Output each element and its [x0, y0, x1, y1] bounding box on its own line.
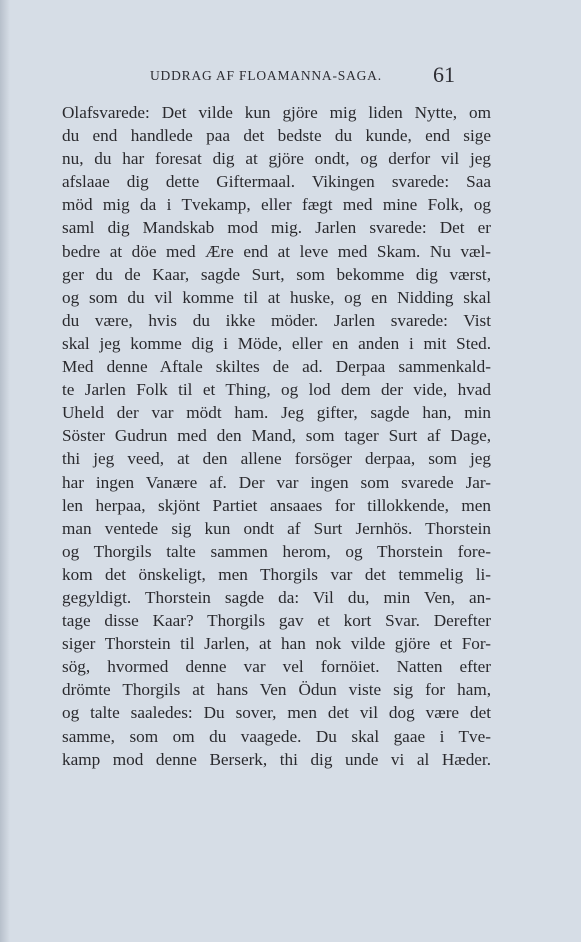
text-line: ger du de Kaar, sagde Surt, som bekomme dig værst,	[62, 264, 491, 284]
text-line: du end handlede paa det bedste du kunde, end sige	[62, 126, 491, 146]
text-line: sög, hvormed denne var vel fornöiet. Natten efter	[62, 657, 491, 677]
page-edge-shadow	[0, 0, 10, 942]
text-line: te Jarlen Folk til et Thing, og lod dem der vide, hvad	[62, 380, 491, 400]
text-line: tage disse Kaar? Thorgils gav et kort Svar. Derefter	[62, 611, 491, 631]
text-line: Olafsvarede: Det vilde kun gjöre mig liden Nytte, om	[62, 103, 491, 122]
text-line: Uheld der var mödt ham. Jeg gifter, sagde han, min	[62, 403, 491, 423]
text-line: drömte Thorgils at hans Ven Ödun viste sig for ham,	[62, 680, 491, 700]
text-line: nu, du har foresat dig at gjöre ondt, og derfor vil jeg	[62, 149, 491, 169]
running-title: UDDRAG AF FLOAMANNA-SAGA.	[150, 68, 382, 83]
text-line: man ventede sig kun ondt af Surt Jernhös. Thorstein	[62, 518, 491, 538]
text-line: samme, som om du vaagede. Du skal gaae i Tve-	[62, 726, 491, 746]
body-text	[62, 101, 491, 771]
page-number: 61	[433, 62, 455, 87]
text-line: du være, hvis du ikke möder. Jarlen svarede: Vist	[62, 310, 491, 330]
running-head	[0, 64, 581, 94]
text-line: siger Thorstein til Jarlen, at han nok vilde gjöre et For-	[62, 634, 491, 654]
text-line: möd mig da i Tvekamp, eller fægt med mine Folk, og	[62, 195, 491, 215]
text-line: skal jeg komme dig i Möde, eller en anden i mit Sted.	[62, 333, 491, 353]
text-line: kom det önskeligt, men Thorgils var det temmelig li-	[62, 564, 491, 584]
text-line: saml dig Mandskab mod mig. Jarlen svarede: Det er	[62, 218, 491, 238]
text-line: og Thorgils talte sammen herom, og Thorstein fore-	[62, 541, 491, 561]
text-line: gegyldigt. Thorstein sagde da: Vil du, min Ven, an-	[62, 587, 491, 607]
text-line: thi jeg veed, at den allene forsöger derpaa, som jeg	[62, 449, 491, 469]
text-line: og talte saaledes: Du sover, men det vil dog være det	[62, 703, 491, 723]
text-line: har ingen Vanære af. Der var ingen som svarede Jar-	[62, 472, 491, 492]
text-line: len herpaa, skjönt Partiet ansaaes for tillokkende, men	[62, 495, 491, 515]
text-line: Med denne Aftale skiltes de ad. Derpaa sammenkald-	[62, 357, 491, 377]
text-line: kamp mod denne Berserk, thi dig unde vi al Hæder.	[62, 749, 491, 769]
text-line: bedre at döe med Ære end at leve med Skam. Nu væl-	[62, 241, 491, 261]
text-line: Söster Gudrun med den Mand, som tager Surt af Dage,	[62, 426, 491, 446]
text-line: afslaae dig dette Giftermaal. Vikingen svarede: Saa	[62, 172, 491, 192]
text-line: og som du vil komme til at huske, og en Nidding skal	[62, 287, 491, 307]
